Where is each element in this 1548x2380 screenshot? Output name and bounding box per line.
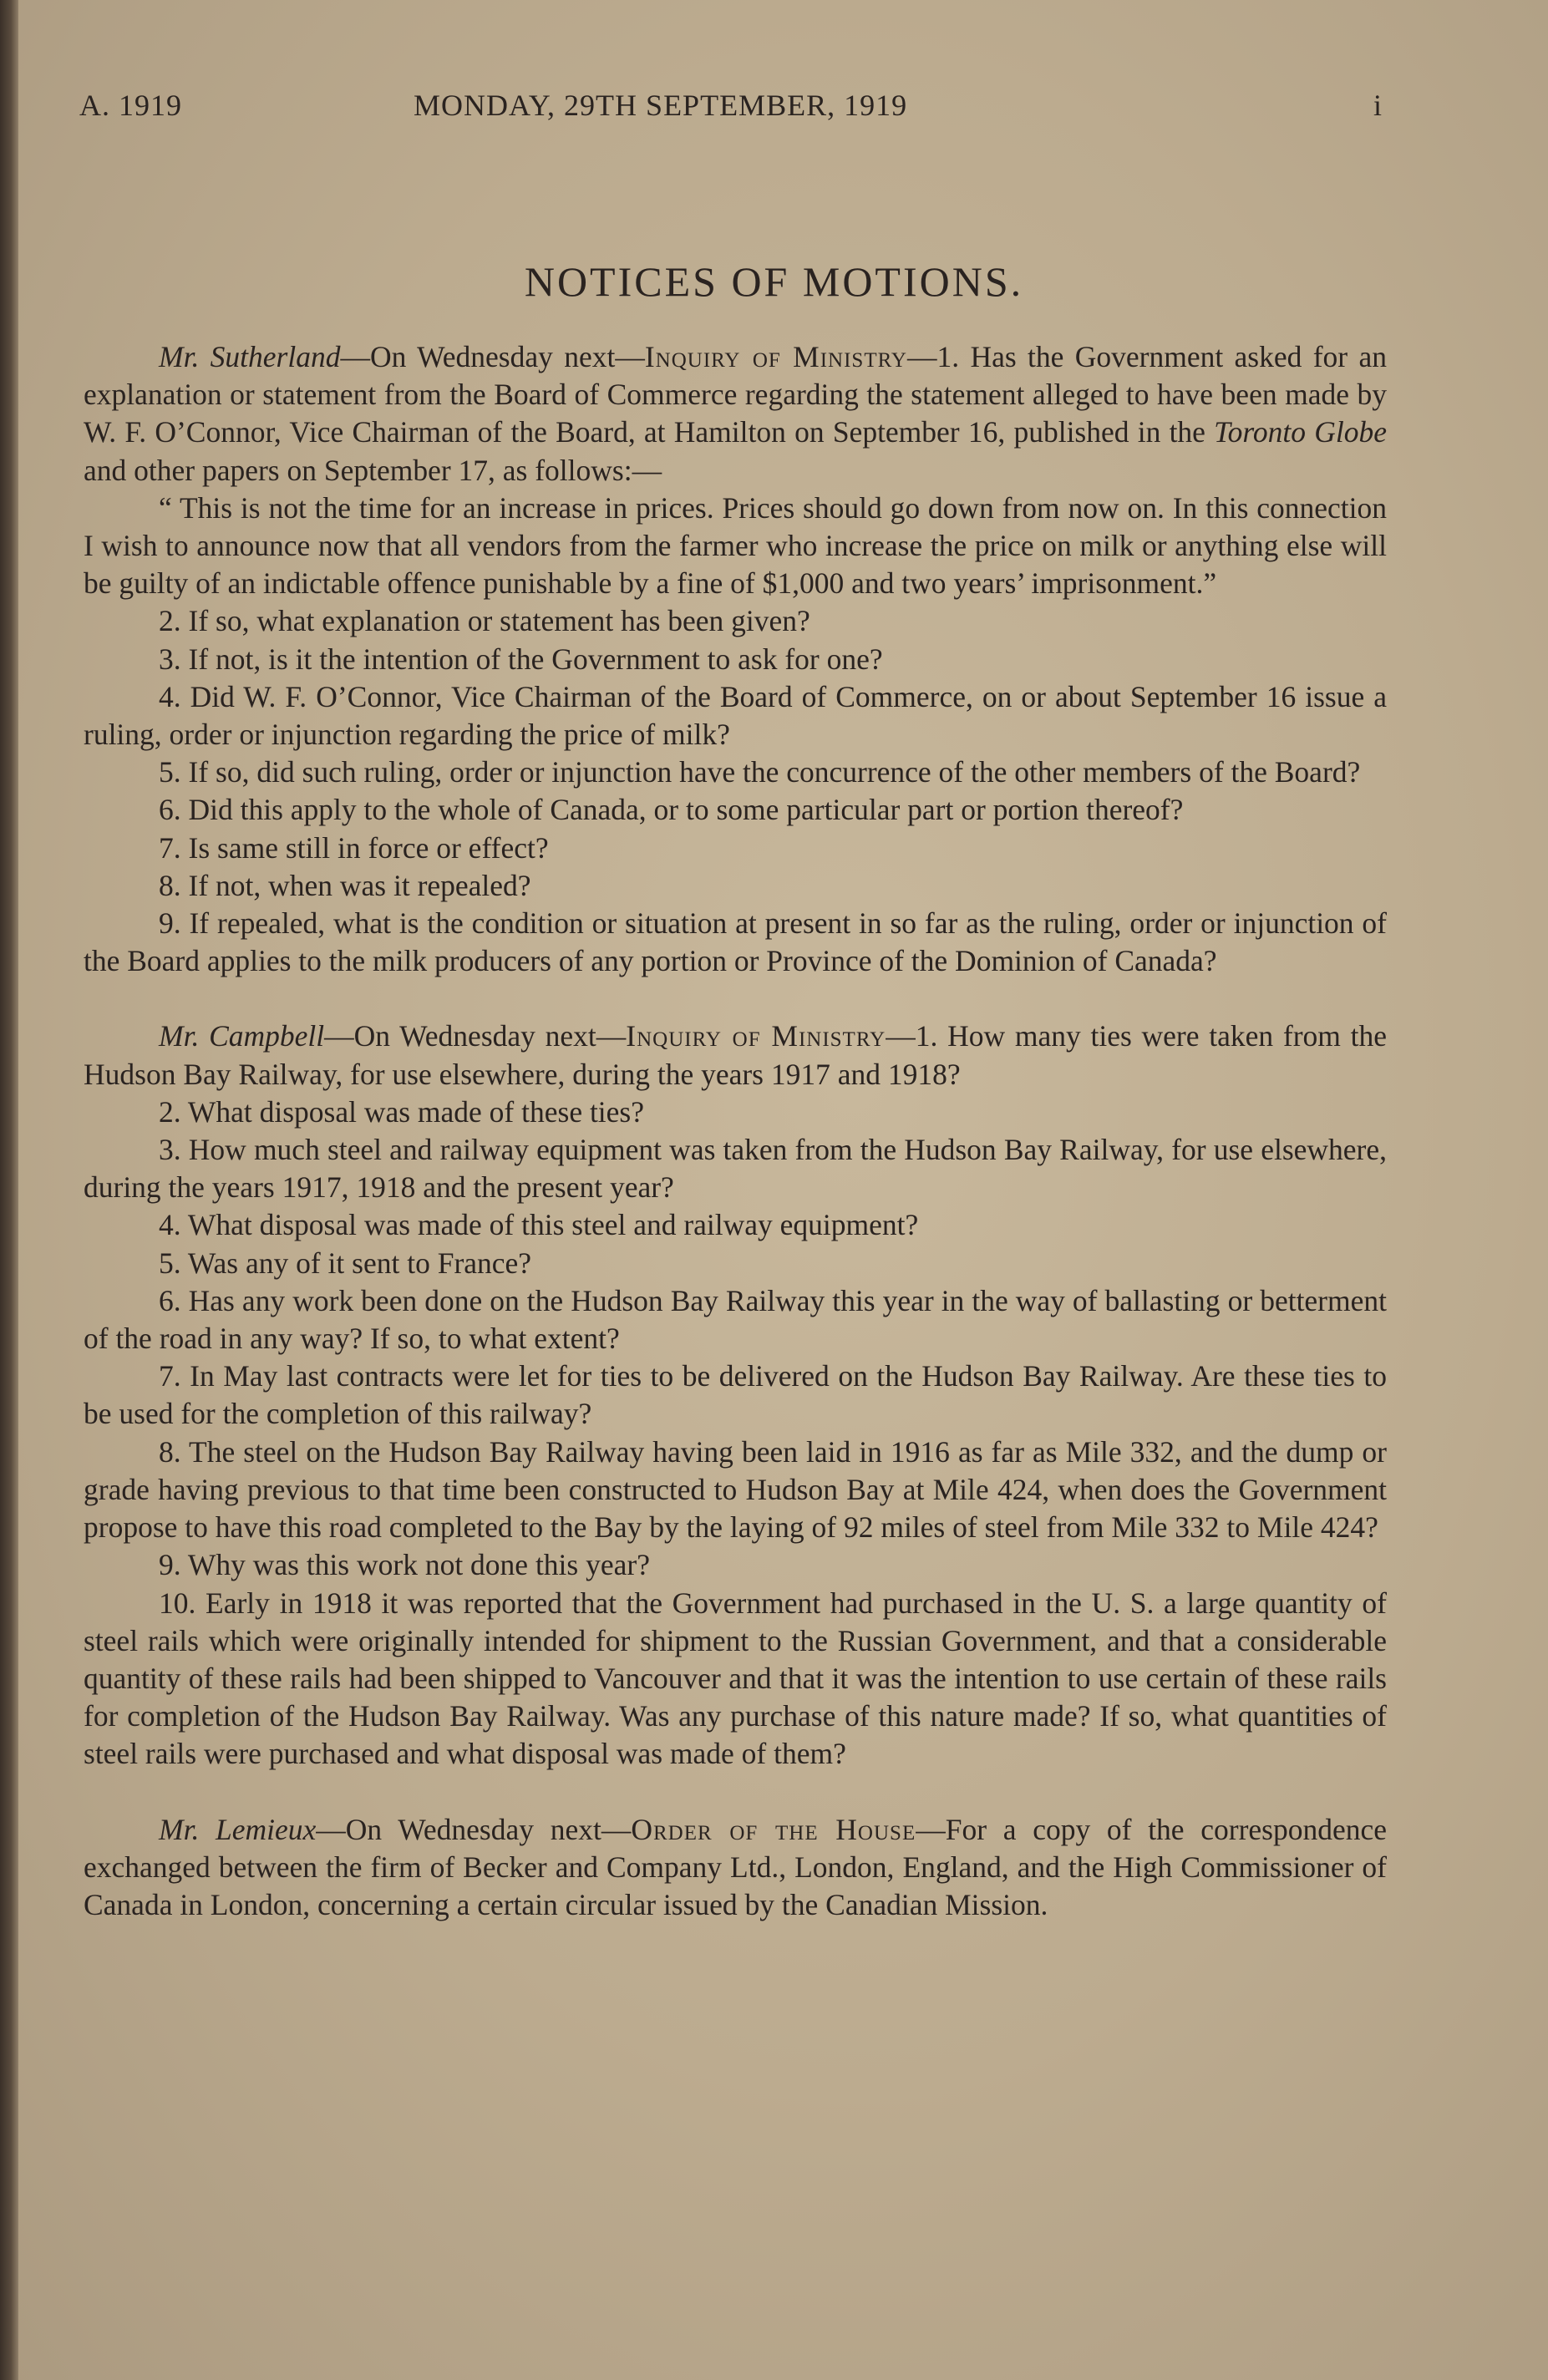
- question-item: 8. If not, when was it repealed?: [159, 868, 531, 902]
- question-item: 9. If repealed, what is the condition or situation at present in so far as the ruling, order or injunction of the Board applies to the milk producers of any portion or Province of the Dominion of Canada?: [84, 906, 1387, 978]
- question-item: 2. If so, what explanation or statement has been given?: [159, 604, 810, 638]
- motion-kind: Inquiry of Ministry: [644, 340, 907, 373]
- motion-question: —For a copy of the correspondence exchanged between the firm of Becker and Company Ltd., London, England, and the High Commissioner of Canada in London, concerning a certain circular issued by the Canadian Mission.: [84, 1812, 1388, 1921]
- page-number: i: [1373, 89, 1383, 122]
- question-item: 8. The steel on the Hudson Bay Railway having been laid in 1916 as far as Mile 332, and the dump or grade having previous to that time been constructed to Hudson Bay at Mile 424, when does the Government propose to have this road completed to the Bay by the laying of 92 miles of steel from Mile 332 to Mile 424?: [84, 1434, 1387, 1545]
- question-item: 4. What disposal was made of this steel and railway equipment?: [159, 1208, 919, 1242]
- mover-name: Mr. Sutherland: [159, 340, 341, 373]
- session-year: A. 1919: [79, 89, 182, 122]
- question-item: 4. Did W. F. O’Connor, Vice Chairman of the Board of Commerce, on or about September 16 issue a ruling, order or injunction regarding the price of milk?: [84, 679, 1387, 752]
- sitting-date: MONDAY, 29TH SEPTEMBER, 1919: [414, 89, 908, 122]
- notices-body: [84, 338, 1387, 1961]
- question-item: 9. Why was this work not done this year?: [159, 1548, 650, 1582]
- quoted-statement: “ This is not the time for an increase in prices. Prices should go down from now on. In this connection I wish to announce now that all vendors from the farmer who increase the price on milk or anything else will be guilty of an indictable offence punishable by a fine of $1,000 and two years’ imprisonment.”: [84, 490, 1387, 601]
- motion-timing: —On Wednesday next—: [316, 1812, 632, 1846]
- book-binding-edge: [0, 0, 18, 2380]
- motion-question: —1. How many ties were taken from the Hudson Bay Railway, for use elsewhere, during the years 1917 and 1918?: [84, 1019, 1387, 1091]
- question-item: 3. If not, is it the intention of the Government to ask for one?: [159, 642, 883, 676]
- motion-lead-paragraph: [84, 1017, 1387, 1093]
- motion-sutherland: [84, 338, 1387, 980]
- question-item: 5. If so, did such ruling, order or injunction have the concurrence of the other members of the Board?: [159, 755, 1361, 789]
- motion-question-end: and other papers on September 17, as follows:—: [84, 453, 662, 487]
- question-item: 2. What disposal was made of these ties?: [159, 1094, 645, 1129]
- motion-lemieux: [84, 1811, 1387, 1925]
- motion-kind: Order of the House: [631, 1812, 916, 1846]
- motion-lead-paragraph: [84, 338, 1387, 490]
- mover-name: Mr. Lemieux: [159, 1812, 317, 1846]
- page-title: NOTICES OF MOTIONS.: [524, 258, 1024, 305]
- running-header: [79, 79, 1383, 129]
- mover-name: Mr. Campbell: [159, 1019, 325, 1053]
- motion-question: —1. Has the Government asked for an explanation or statement from the Board of Commerce regarding the statement alleged to have been made by W. F. O’Connor, Vice Chairman of the Board, at Hamilton on September 16, published in the: [84, 340, 1387, 449]
- question-item: 3. How much steel and railway equipment was taken from the Hudson Bay Railway, for use elsewhere, during the years 1917, 1918 and the present year?: [84, 1133, 1387, 1205]
- motion-campbell: [84, 1017, 1387, 1773]
- newspaper-title: Toronto Globe: [1214, 415, 1388, 449]
- question-item: 5. Was any of it sent to France?: [159, 1246, 532, 1280]
- question-item: 10. Early in 1918 it was reported that the Government had purchased in the U. S. a large quantity of steel rails which were originally intended for shipment to the Russian Government, and that a considerable quantity of these rails had been shipped to Vancouver and that it was the intention to use certain of these rails for completion of the Hudson Bay Railway. Was any purchase of this nature made? If so, what quantities of steel rails were purchased and what disposal was made of them?: [84, 1586, 1387, 1771]
- question-item: 6. Has any work been done on the Hudson Bay Railway this year in the way of ballasting or betterment of the road in any way? If so, to what extent?: [84, 1283, 1387, 1356]
- question-item: 7. Is same still in force or effect?: [159, 830, 549, 865]
- motion-lead-paragraph: [84, 1811, 1387, 1925]
- motion-timing: —On Wednesday next—: [324, 1019, 627, 1053]
- motion-kind: Inquiry of Ministry: [626, 1019, 886, 1053]
- question-item: 6. Did this apply to the whole of Canada, or to some particular part or portion thereof?: [159, 793, 1184, 827]
- question-item: 7. In May last contracts were let for ties to be delivered on the Hudson Bay Railway. Are these ties to be used for the completion of this railway?: [84, 1359, 1387, 1431]
- motion-timing: —On Wednesday next—: [340, 340, 645, 373]
